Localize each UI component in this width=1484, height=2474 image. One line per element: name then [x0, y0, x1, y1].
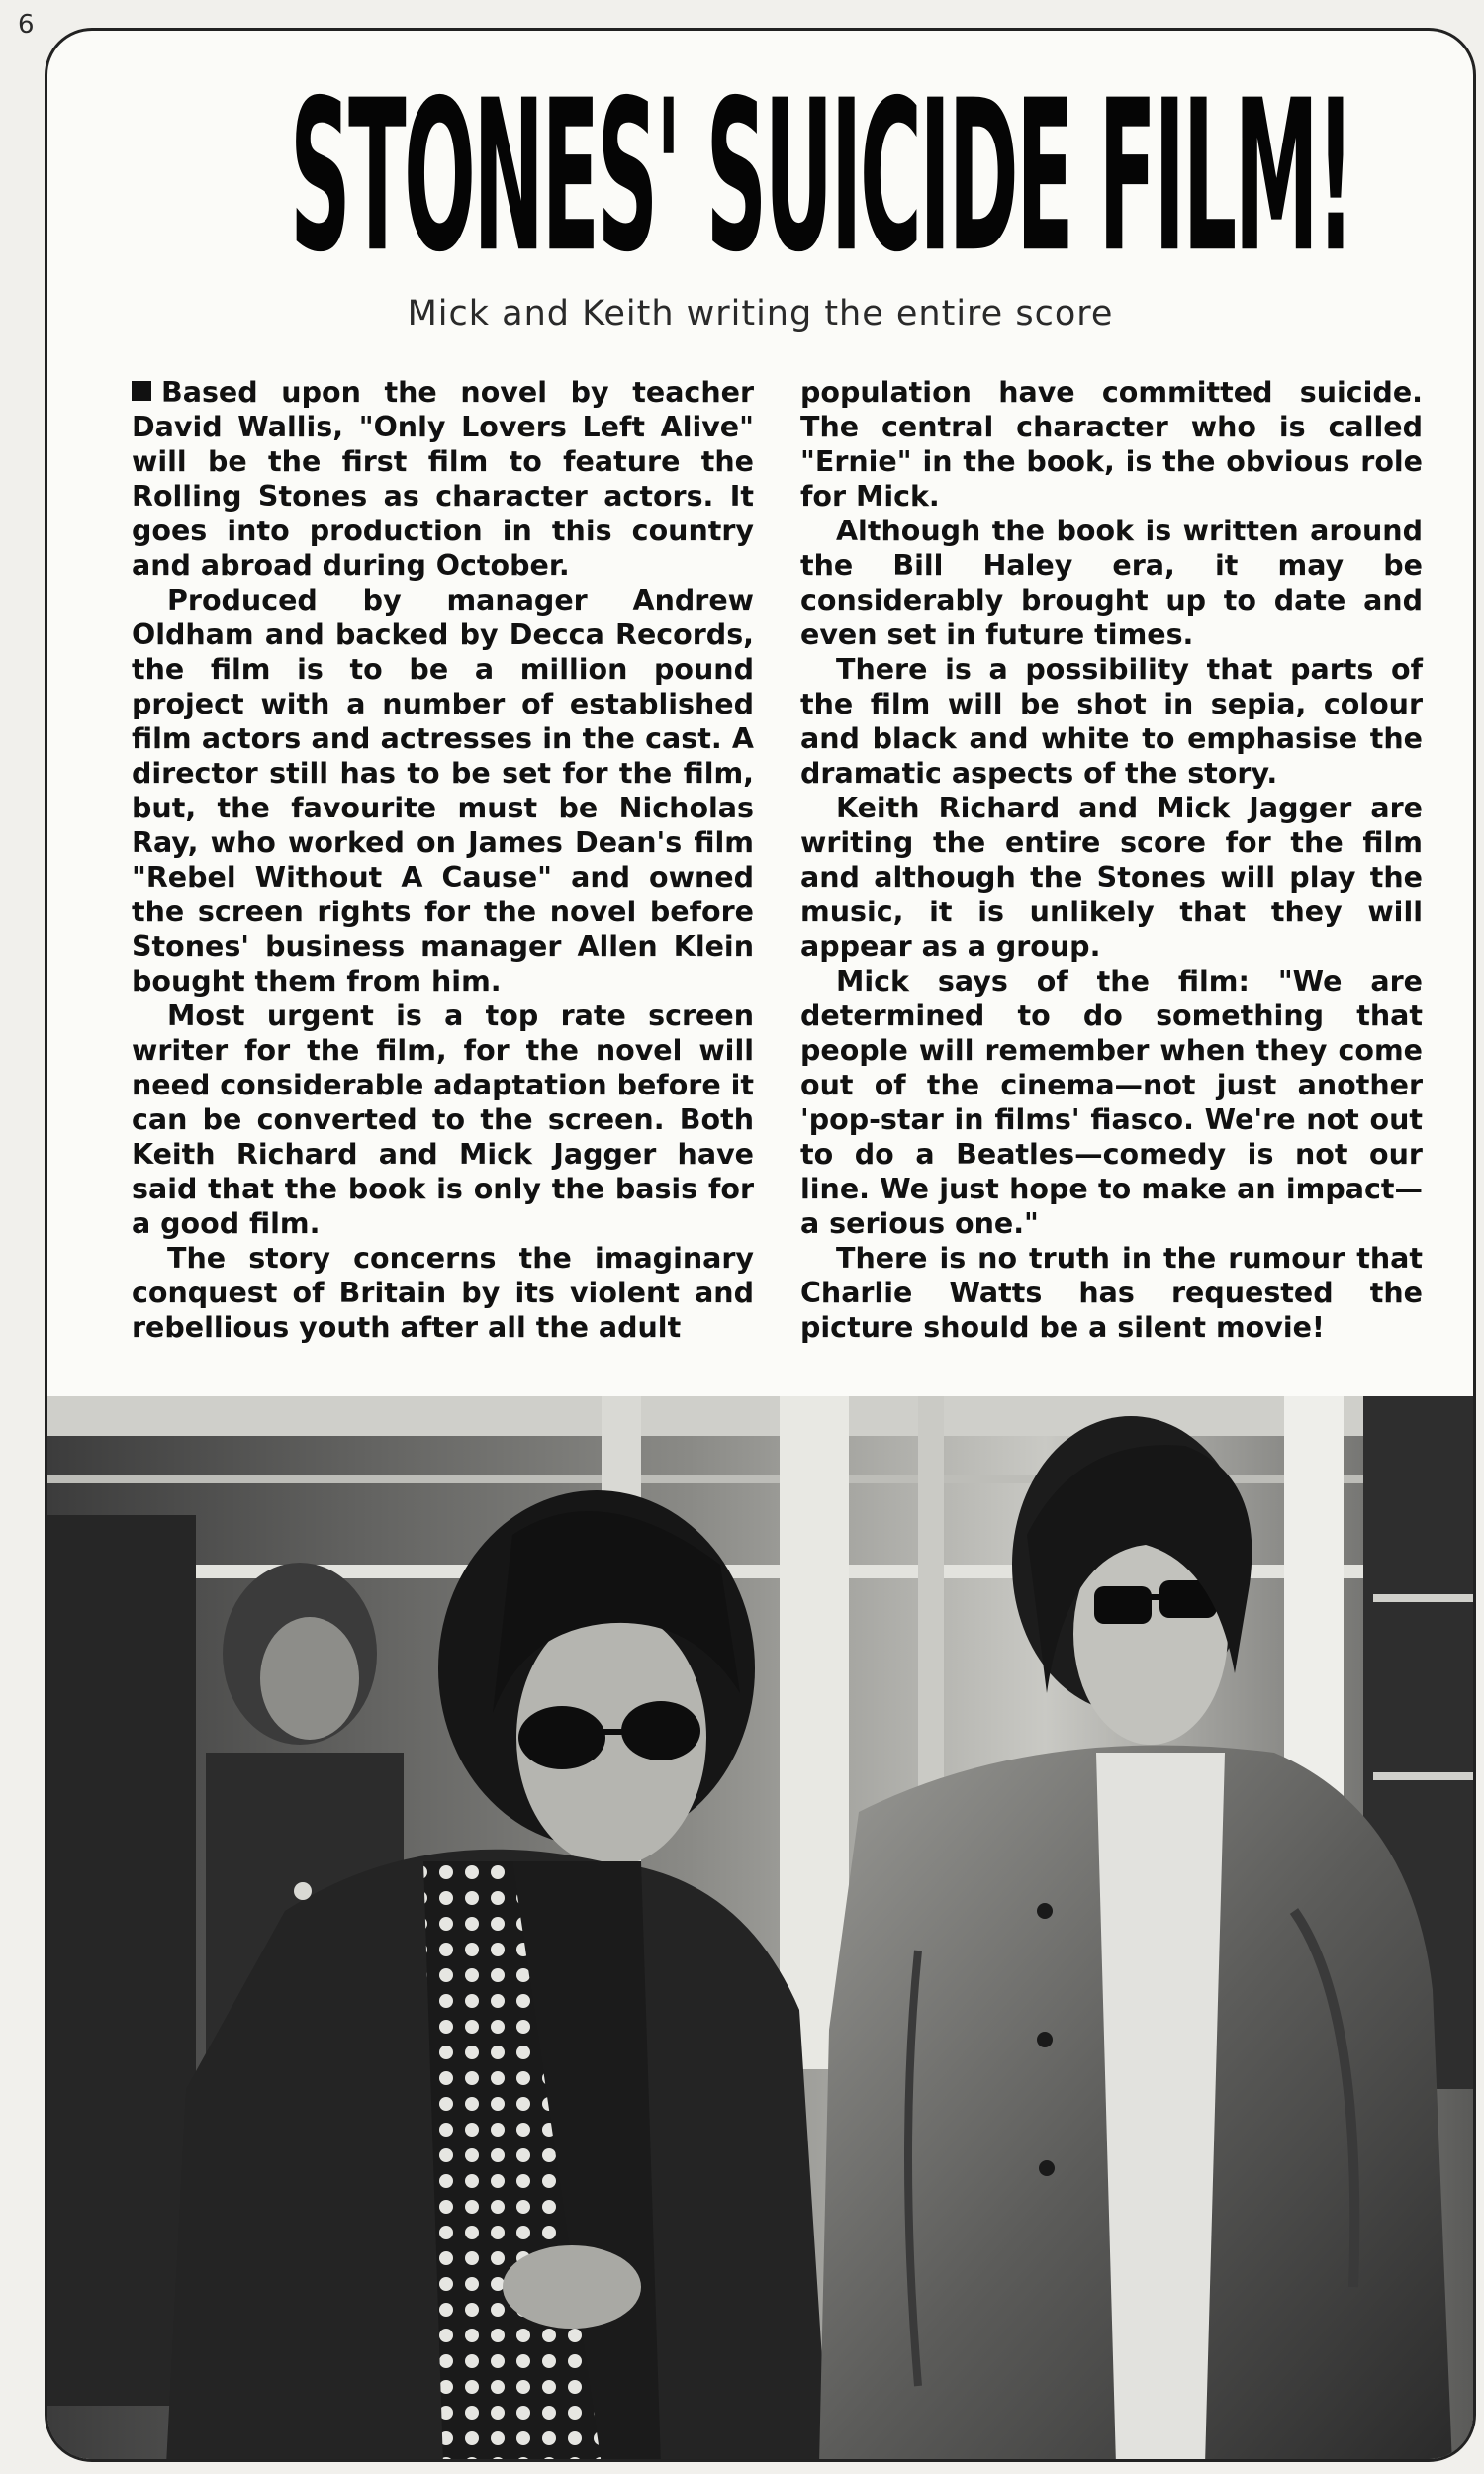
paragraph: Most urgent is a top rate screen writer for the film, for the novel will need considerable adaptation before it can be converted to the screen. Both Keith Richard and Mick Jagger have said that the book is only the basis for a good film.	[132, 999, 754, 1240]
article-column-right	[800, 375, 1423, 1345]
paragraph: There is no truth in the rumour that Charlie Watts has requested the picture should be a silent movie!	[800, 1242, 1423, 1344]
paragraph: The story concerns the imaginary conquest of Britain by its violent and rebellious youth after all the adult	[132, 1242, 754, 1344]
paragraph: Produced by manager Andrew Oldham and backed by Decca Records, the film is to be a million pound project with a number of established film actors and actresses in the cast. A director still has to be set for the film, but, the favourite must be Nicholas Ray, who worked on James Dean's film "Rebel Without A Cause" and owned the screen rights for the novel before Stones' business manager Allen Klein bought them from him.	[132, 584, 754, 998]
page-number: 6	[18, 10, 35, 40]
article-frame	[45, 28, 1476, 2462]
photo-keith-and-mick	[47, 1396, 1473, 2462]
paragraph: Mick says of the film: "We are determined to do something that people will remember when they come out of the cinema—not just another 'pop-star in films' fiasco. We're not out to do a Beatles—comedy is not our line. We just hope to make an impact—a serious one."	[800, 965, 1423, 1240]
article-column-left	[132, 375, 754, 1345]
paragraph: Keith Richard and Mick Jagger are writing the entire score for the film and although the Stones will play the music, it is unlikely that they will appear as a group.	[800, 792, 1423, 963]
paragraph: population have committed suicide. The central character who is called "Ernie" in the book, is the obvious role for Mick.	[800, 376, 1423, 513]
paragraph-text: Based upon the novel by teacher David Wallis, "Only Lovers Left Alive" will be the first film to feature the Rolling Stones as character actors. It goes into production in this country and abroad during October.	[132, 376, 754, 582]
headline: STONES' SUICIDE FILM!	[289, 54, 1352, 299]
paragraph: There is a possibility that parts of the film will be shot in sepia, colour and black and white to emphasise the dramatic aspects of the story.	[800, 653, 1423, 790]
bullet-square-icon	[132, 381, 151, 401]
subtitle: Mick and Keith writing the entire score	[407, 294, 1114, 333]
paragraph: Although the book is written around the Bill Haley era, it may be considerably brought up to date and even set in future times.	[800, 515, 1423, 651]
photo-illustration	[47, 1396, 1473, 2462]
paragraph	[132, 375, 754, 583]
